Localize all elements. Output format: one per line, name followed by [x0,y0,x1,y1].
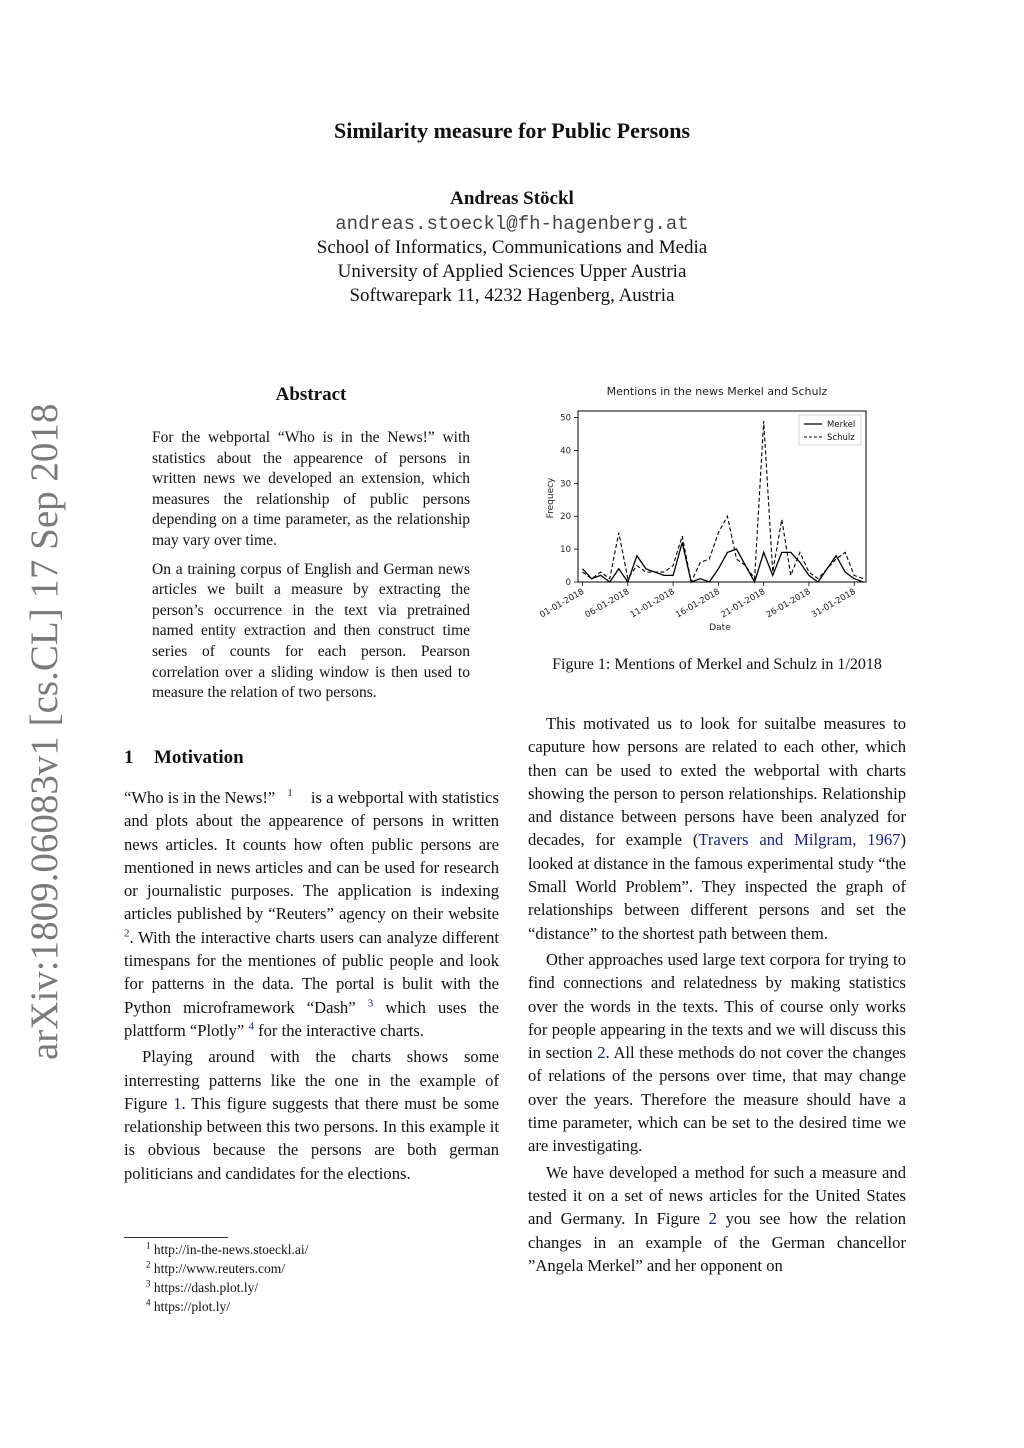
text-span: “Who is in the News!” [124,788,276,807]
section-title: Motivation [154,747,244,768]
y-tick-label: 10 [560,545,571,556]
footnote-mark: 3 [146,1278,151,1289]
x-tick-label: 26-01-2018 [764,586,813,621]
chart-legend [799,415,861,445]
text-span: Playing around with the charts shows some interresting patterns like the one in the example of Figure [124,1047,499,1113]
right-paragraph-2 [528,948,906,1158]
abstract-paragraph-1: For the webportal “Who is in the News!” with statistics about the appearence of persons in written news we developed an extension, which measures the relationship of public persons depending on a time parameter, as the relationship may vary over time. [152,429,470,549]
abstract-paragraph-2: On a training corpus of English and German news articles we built a measure by extracting the person’s occurrence in the text via pretrained named entity extraction and then construct time series of counts for each person. Pearson correlation over a sliding window is then used to measure the relation of two persons. [152,560,470,702]
footnote-4 [146,1298,230,1317]
motivation-paragraph-2 [124,1045,499,1185]
citation-travers-milgram[interactable]: Travers and Milgram, 1967 [698,830,901,850]
y-tick-label: 40 [560,446,571,457]
author-name: Andreas Stöckl [450,188,574,209]
footnote-url[interactable]: https://plot.ly/ [153,1299,231,1314]
chart-title: Mentions in the news Merkel and Schulz [606,385,828,398]
footnote-3 [146,1279,258,1298]
x-tick-label: 16-01-2018 [674,586,722,621]
author-email[interactable]: andreas.stoeckl@fh-hagenberg.at [335,213,689,235]
figure-1-chart [520,378,910,640]
right-paragraph-1 [528,712,906,945]
section-number: 1 [124,747,134,768]
motivation-paragraph-1 [124,786,499,1042]
x-tick-label: 11-01-2018 [628,586,677,621]
footnote-url[interactable]: https://dash.plot.ly/ [153,1280,259,1295]
x-tick-label: 06-01-2018 [583,586,632,621]
x-tick-label: 21-01-2018 [719,586,768,621]
footnote-url[interactable]: http://www.reuters.com/ [153,1261,285,1276]
text-span: . This figure suggests that there must be some relationship between this two persons. In this example it is obvious because the persons are both german politicians and candidates for the elections. [124,1093,499,1183]
text-span: is a webportal with statistics and plots about the appearence of persons in written news articles. It counts how often public persons are mentioned in news articles and can be used for research or journalistic purposes. The application is indexing articles published by “Reuters” agency on their website [124,788,499,924]
footnote-rule [124,1237,228,1238]
section-heading [124,747,244,769]
y-tick-label: 0 [565,578,571,588]
figure-ref[interactable]: 1 [173,1093,182,1113]
text-span: . All these methods do not cover the changes of relations of the persons over time, that may change over the years. Therefore the measure should have a time parameter, which can be set to the desired time we are investigating. [528,1043,906,1156]
text-span: Other approaches used large text corpora for trying to find connections and relatedness by making statistics over the words in the texts. This of course only works for people appearing in the texts and we will discuss this in section [528,949,906,1063]
x-axis-label: Date [709,623,731,633]
y-tick-label: 50 [560,413,571,424]
text-span: for the interactive charts. [253,1020,424,1040]
text-span: which uses the plattform “Plotly” [124,997,499,1040]
y-tick-label: 30 [560,479,571,490]
figure-caption: Figure 1: Mentions of Merkel and Schulz in 1/2018 [552,656,882,673]
text-span: ) looked at distance in the famous experimental study “the Small World Problem”. They inspected the graph of relationships between different persons and set the “distance” to the shortest path between them. [528,830,906,943]
footnote-ref-4[interactable]: 4 [248,1020,254,1033]
footnote-mark: 2 [146,1259,151,1270]
footnote-url[interactable]: http://in-the-news.stoeckl.ai/ [153,1242,309,1257]
affiliation-line-2: University of Applied Sciences Upper Austria [337,261,687,282]
legend-schulz-label: Schulz [827,433,855,443]
x-tick-label: 01-01-2018 [538,586,587,621]
arxiv-stamp [20,403,70,1060]
footnote-ref-1[interactable]: 1 [287,787,293,800]
footnote-mark: 1 [146,1240,151,1251]
footnote-mark: 4 [146,1297,151,1308]
abstract [152,428,470,712]
footnote-ref-3[interactable]: 3 [367,997,374,1010]
left-column [124,786,499,1188]
paper-title: Similarity measure for Public Persons [333,118,691,143]
footnote-2 [146,1260,285,1279]
right-column [528,712,906,1280]
y-axis-label: Frequecy [546,477,556,519]
affiliation-line-1: School of Informatics, Communications and Media [316,237,708,258]
x-tick-label: 31-01-2018 [809,586,858,621]
section-ref[interactable]: 2 [597,1043,606,1063]
footnote-ref-2[interactable]: 2 [124,927,130,940]
text-span: We have developed a method for such a measure and tested it on a set of news articles for the United States and Germany. In Figure [528,1162,906,1229]
y-tick-label: 20 [560,512,571,523]
arxiv-id: arXiv:1809.06083v1 [cs.CL] 17 Sep 2018 [23,403,66,1060]
right-paragraph-3 [528,1161,906,1277]
text-span: you see how the relation changes in an example of the German chancellor ”Angela Merkel” and her opponent on [528,1209,906,1275]
footnote-1 [146,1241,308,1260]
text-span: This motivated us to look for suitalbe measures to caputure how persons are related to each other, which then can be used to exted the webportal with charts showing the person to person relationships. Relationship and distance between persons have been analyzed for decades, for example ( [528,714,906,850]
figure-ref[interactable]: 2 [708,1209,717,1229]
text-span: . With the interactive charts users can analyze different timespans for the mentiones of public people and look for patterns in the data. The portal is bulit with the Python microframework “Dash” [124,927,499,1017]
abstract-heading: Abstract [275,384,347,405]
affiliation-line-3: Softwarepark 11, 4232 Hagenberg, Austria [349,285,675,306]
legend-merkel-label: Merkel [827,420,856,430]
